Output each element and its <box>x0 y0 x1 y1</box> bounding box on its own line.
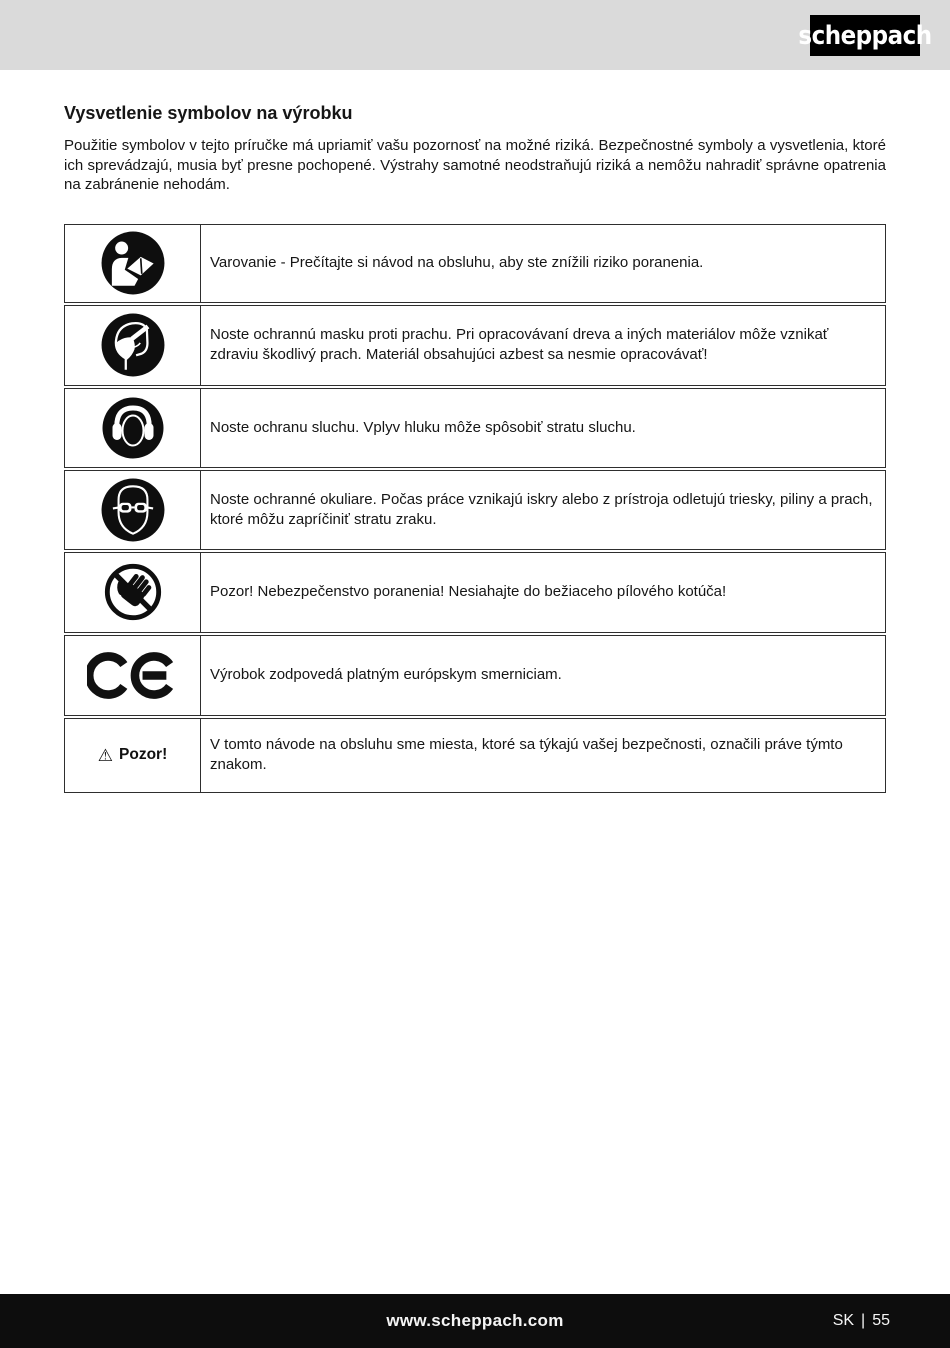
symbol-icon-cell <box>65 719 201 792</box>
footer-page-number: 55 <box>872 1312 890 1329</box>
symbol-row <box>64 470 886 550</box>
footer-separator: | <box>861 1312 866 1329</box>
symbol-row <box>64 305 886 386</box>
symbol-row <box>64 635 886 716</box>
pozor-label <box>98 746 167 764</box>
ce-mark <box>87 645 179 706</box>
symbol-row <box>64 552 886 633</box>
footer-page-indicator <box>833 1312 890 1330</box>
symbol-description: Noste ochranné okuliare. Počas práce vznikajú iskry alebo z prístroja odletujú triesky, piliny a prach, ktoré môžu zapríčiniť stratu zraku. <box>210 490 873 528</box>
symbol-icon-cell <box>65 636 201 715</box>
symbol-description: V tomto návode na obsluhu sme miesta, ktoré sa týkajú vašej bezpečnosti, označili práve týmto znakom. <box>210 736 843 773</box>
symbol-icon-cell <box>65 225 201 302</box>
symbol-description: Noste ochrannú masku proti prachu. Pri opracovávaní dreva a iných materiálov môže vznikať zdraviu škodlivý prach. Materiál obsahujúci azbest sa nesmie opracovávať! <box>210 326 829 363</box>
page-title: Vysvetlenie symbolov na výrobku <box>64 103 353 123</box>
symbol-description: Výrobok zodpovedá platným európskym smerniciam. <box>210 666 562 683</box>
hearing-protection-icon <box>101 396 165 460</box>
symbol-icon-cell <box>65 471 201 549</box>
symbol-description: Varovanie - Prečítajte si návod na obsluhu, aby ste znížili riziko poranenia. <box>210 254 704 271</box>
symbol-icon-cell <box>65 306 201 385</box>
symbol-icon-cell <box>65 389 201 467</box>
symbol-row <box>64 388 886 468</box>
no-reaching-icon <box>102 561 164 623</box>
symbol-row <box>64 224 886 303</box>
safety-glasses-icon <box>100 477 166 543</box>
intro-paragraph: Použitie symbolov v tejto príručke má upriamiť vašu pozornosť na možné riziká. Bezpečnostné symboly a vysvetlenia, ktoré ich sprevádzajú, musia byť presne pochopené. Výstrahy samotné neodstraňujú riziká a nemôžu nahradiť správne opatrenia na zabránenie nehodám. <box>64 137 886 193</box>
page-content <box>0 103 950 793</box>
read-manual-icon <box>100 230 166 296</box>
symbol-row <box>64 718 886 793</box>
footer-language: SK <box>832 1312 855 1329</box>
symbol-icon-cell <box>65 553 201 632</box>
symbols-table <box>64 224 886 793</box>
page-footer-bar <box>0 1294 950 1348</box>
symbol-description: Pozor! Nebezpečenstvo poranenia! Nesiahajte do bežiaceho pílového kotúča! <box>210 583 727 600</box>
symbol-description: Noste ochranu sluchu. Vplyv hluku môže spôsobiť stratu sluchu. <box>210 418 636 436</box>
pozor-text: Pozor! <box>119 746 168 763</box>
scheppach-logo <box>798 15 932 56</box>
page-header-bar <box>0 0 950 70</box>
scheppach-logo-text: scheppach <box>798 20 932 51</box>
dust-mask-icon <box>100 312 166 378</box>
footer-website: www.scheppach.com <box>386 1311 564 1330</box>
warning-triangle-icon: ⚠ <box>97 745 114 765</box>
